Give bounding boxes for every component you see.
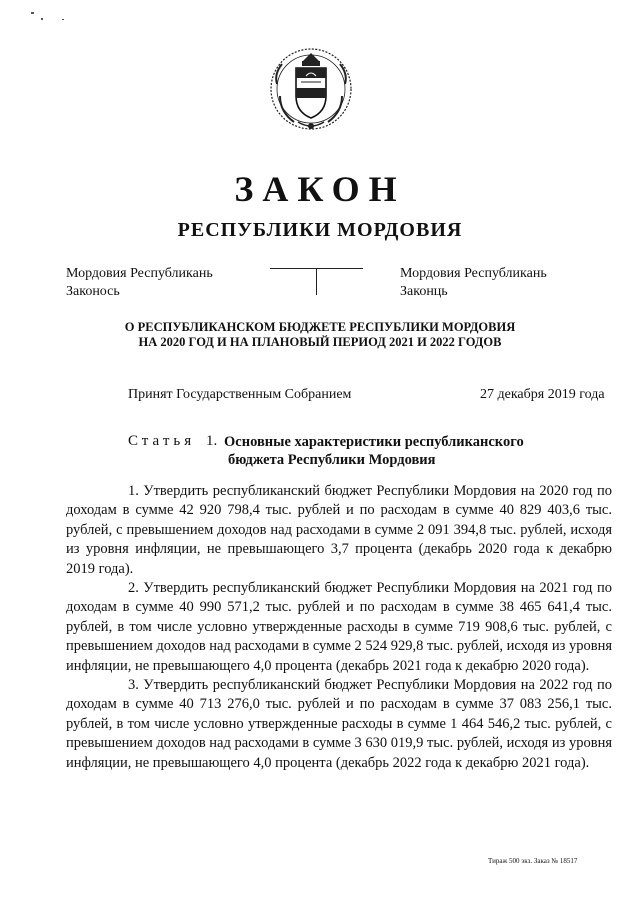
- heading-divider-vertical: [316, 269, 317, 295]
- article-paragraph: 1. Утвердить республиканский бюджет Республики Мордовия на 2020 год по доходам в сумме 42 920 798,4 тыс. рублей и по расходам в сумме 40 829 403,6 тыс. рублей, с превышением доходов над расходами в сумме 2 091 394,8 тыс. рублей, исходя из уровня инфляции, не превышающего 3,7 процента (декабрь 2020 года к декабрю 2019 года).: [66, 483, 612, 577]
- right-heading-line: Законць: [400, 284, 448, 299]
- left-heading-line: Мордовия Республикань: [66, 266, 213, 281]
- right-heading: [400, 265, 547, 301]
- law-title-line: О РЕСПУБЛИКАНСКОМ БЮДЖЕТЕ РЕСПУБЛИКИ МОРДОВИЯ: [124, 320, 516, 334]
- adopted-by: Принят Государственным Собранием: [128, 387, 352, 402]
- article-number: 1.: [206, 433, 218, 449]
- coat-of-arms-icon: [268, 46, 354, 132]
- left-heading-line: Законось: [66, 284, 120, 299]
- law-title: [0, 320, 640, 350]
- article-label: Статья: [128, 433, 196, 449]
- document-subtitle: РЕСПУБЛИКИ МОРДОВИЯ: [177, 219, 463, 241]
- article-paragraph: 2. Утвердить республиканский бюджет Республики Мордовия на 2021 год по доходам в сумме 40 990 571,2 тыс. рублей и по расходам в сумме 38 465 641,4 тыс. рублей, в том числе условно утвержденные расходы в сумме 719 908,6 тыс. рублей, с превышением доходов над расходами в сумме 2 524 929,8 тыс. рублей, исходя из уровня инфляции, не превышающего 4,0 процента (декабрь 2021 года к декабрю 2020 года).: [66, 580, 612, 674]
- scan-speck: [31, 12, 34, 14]
- print-run-note: Тираж 500 экз. Заказ № 18517: [488, 857, 578, 865]
- article-title-line: Основные характеристики республиканского: [224, 434, 524, 450]
- article-title-line: бюджета Республики Мордовия: [228, 452, 436, 468]
- law-title-line: НА 2020 ГОД И НА ПЛАНОВЫЙ ПЕРИОД 2021 И 2022 ГОДОВ: [138, 335, 502, 349]
- article-title: [224, 433, 524, 469]
- scan-speck: [62, 19, 64, 20]
- right-heading-line: Мордовия Республикань: [400, 266, 547, 281]
- article-body: [66, 482, 612, 773]
- scan-speck: [41, 18, 43, 20]
- adopted-date: 27 декабря 2019 года: [480, 387, 605, 402]
- article-paragraph: 3. Утвердить республиканский бюджет Республики Мордовия на 2022 год по доходам в сумме 40 713 276,0 тыс. рублей и по расходам в сумме 37 083 256,1 тыс. рублей, в том числе условно утвержденные расходы в сумме 1 464 546,2 тыс. рублей, с превышением доходов над расходами в сумме 3 630 019,9 тыс. рублей, исходя из уровня инфляции, не превышающего 4,0 процента (декабрь 2022 года к декабрю 2021 года).: [66, 677, 612, 771]
- left-heading: [66, 265, 213, 301]
- document-title: ЗАКОН: [234, 169, 406, 209]
